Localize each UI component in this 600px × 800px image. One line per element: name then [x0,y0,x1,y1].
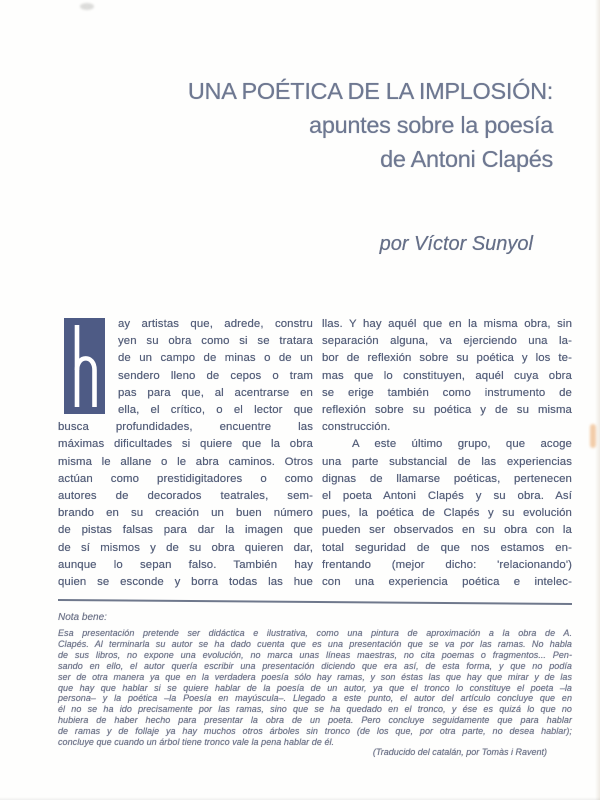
title-line-3: de Antoni Clapés [380,146,553,172]
scan-speck [80,3,94,10]
text-line: autores de decorados teatrales, sem- [58,490,313,503]
text-line: ella, el crítico, o el lector que [118,404,313,417]
text-line: el poeta Antoni Clapés y su obra. Así [322,490,572,503]
footnote-line: persona– y la poética –la Poesía en mayúscula–. Llegado a este punto, el autor del artículo concluye que en [58,693,572,704]
page-edge-shadow [595,0,600,800]
right-column [322,316,572,591]
text-line: busca profundidades, encuentre las [58,421,313,434]
article-title [188,74,553,176]
text-line: ay artistas que, adrede, constru [118,318,313,330]
footnote-line: de sus libros, no expone una evolución, no marca unas líneas maestras, no cita poemas o fragmentos... Pen- [58,649,572,660]
text-line: máximas dificultades si quiere que la obra [58,438,313,451]
text-line: llas. Y hay aquél que en la misma obra, sin [322,318,572,330]
footnote-line: concluye que cuando un árbol tiene tronco vale la pena hablar de él. [58,737,335,748]
footnote-line: que hay que hablar si se quiere hablar de la poesía de un autor, ya que el tronco lo constituye el poeta –la [58,682,572,693]
text-line: total seguridad de que nos estamos en- [322,541,572,554]
text-line: dignas de llamarse poéticas, pertenecen [322,472,572,485]
title-line-1: UNA POÉTICA DE LA IMPLOSIÓN: [187,78,553,104]
text-line: sendero lleno de cepos o tram [118,369,313,382]
text-line: frentando (mejor dicho: 'relacionando') [322,558,572,571]
text-line: pueden ser observados en su obra con la [322,524,572,537]
text-line: una parte substancial de las experiencias [322,455,572,468]
footnote [58,628,572,748]
footnote-label: Nota bene: [58,612,107,623]
title-line-2: apuntes sobre la poesía [309,112,553,138]
scan-smudge [590,424,596,448]
drop-cap [64,318,105,414]
text-line: brando en su creación un buen número [58,507,313,520]
text-line: bor de reflexión sobre su poética y los te- [322,352,572,365]
footnote-line: hubiera de haber hecho para presentar la obra de un poeta. Pero concluye seguidamente que para hablar [58,715,572,726]
footnote-line: Clapés. Al terminarla su autor se ha dado cuenta que es una presentación que se va por las ramas. No habla [58,638,572,649]
left-column [58,316,313,591]
footnote-line: ser de otra manera ya que en la verdadera poesía sólo hay ramas, y son éstas las que hay que mirar y de las [58,671,572,682]
text-line: separación alguna, va ejerciendo una la- [322,335,572,348]
text-line: pues, la poética de Clapés y su evolución [322,507,572,520]
text-line: reflexión sobre su poética y de su misma [322,404,572,417]
text-line: aunque lo sepan falso. También hay [58,558,313,571]
section-divider-rule [58,599,572,605]
drop-cap-h-icon [64,318,105,414]
footnote-line: Esa presentación pretende ser didáctica e ilustrativa, como una pintura de aproximación a la obra de A. [58,628,572,638]
text-line: actúan como prestidigitadores o como [58,472,313,485]
text-line: misma le allane o le abra caminos. Otros [58,455,313,468]
text-line: yen su obra como si se tratara [118,335,313,348]
text-line: construcción. [322,421,391,434]
text-line: mas que lo constituyen, aquél cuya obra [322,369,572,382]
text-line: pas para que, al acentrarse en [118,386,313,399]
text-line: de un campo de minas o de un [118,352,313,365]
text-line: quien se esconde y borra todas las hue [58,576,313,589]
translation-credit: (Traducido del catalán, por Tomàs i Ravent) [372,747,547,757]
footnote-line: él no se ha ido precisamente por las ramas, sino que se ha quedado en el tronco, y ése es quizá lo que no [58,704,572,715]
text-line: de pistas falsas para dar la imagen que [58,524,313,537]
footnote-line: de ramas y de follaje ya hay muchos otros árboles sin tronco (de los que, por otra parte, no desea hablar); [58,726,572,737]
text-line: con una experiencia poética e intelec- [322,576,572,589]
text-line: se erige también como instrumento de [322,386,572,399]
byline: por Víctor Sunyol [379,233,533,255]
text-line: de sí mismos y de su obra quieren dar, [58,541,313,554]
footnote-line: sando en ello, el autor quería escribir una presentación diciendo que era así, de esta forma, y que no podía [58,660,572,671]
text-line: A este último grupo, que acoge [352,438,572,451]
